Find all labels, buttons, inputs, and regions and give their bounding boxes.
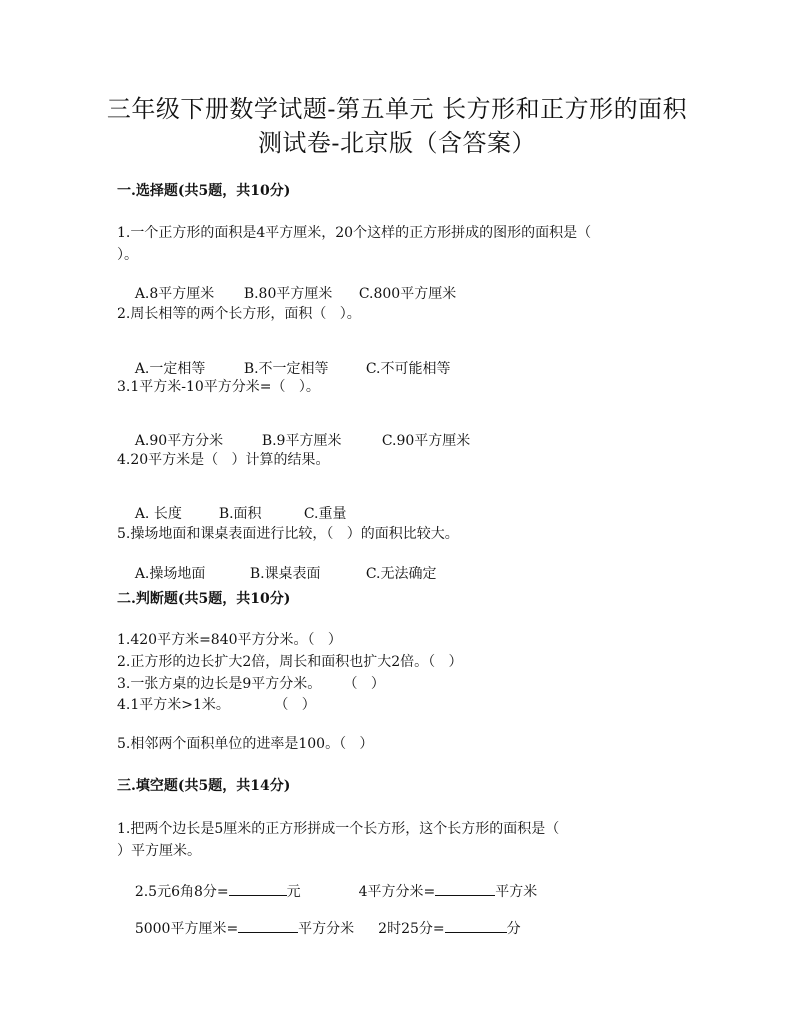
page-title-line2: 测试卷-北京版（含答案） (257, 129, 537, 157)
fill-q2-part1-prefix: 2.5元6角8分= (134, 884, 229, 900)
choice-q5-option-c: C.无法确定 (365, 566, 437, 582)
fill-q1-line1: 1.把两个边长是5厘米的正方形拼成一个长方形，这个长方形的面积是（ (117, 821, 560, 837)
judge-q2: 2.正方形的边长扩大2倍，周长和面积也扩大2倍。（ ） (117, 654, 463, 670)
choice-q3-option-a: A.90平方分米 (134, 433, 224, 449)
section-heading-fill: 三.填空题(共5题，共14分) (117, 778, 291, 794)
fill-q2-part2-prefix: 4平方分米= (358, 884, 436, 900)
fill-q2-row2 (117, 900, 521, 956)
choice-q1-option-b: B.80平方厘米 (243, 286, 333, 302)
fill-q2-part4-prefix: 2时25分= (378, 921, 445, 937)
fill-blank[interactable] (229, 881, 287, 896)
choice-q5-stem: 5.操场地面和课桌表面进行比较，（ ）的面积比较大。 (117, 526, 459, 542)
choice-q2-option-c: C.不可能相等 (365, 361, 451, 377)
choice-q5-option-a: A.操场地面 (134, 566, 206, 582)
fill-blank[interactable] (238, 918, 298, 933)
choice-q2-option-a: A.一定相等 (134, 361, 206, 377)
section-heading-choice: 一.选择题(共5题，共10分) (117, 183, 291, 199)
choice-q4-option-c: C.重量 (303, 506, 347, 522)
fill-q2-part4-suffix: 分 (506, 921, 521, 937)
fill-q2-part2-suffix: 平方米 (495, 884, 538, 900)
judge-q1: 1.420平方米=840平方分米。（ ） (117, 632, 342, 648)
judge-q5: 5.相邻两个面积单位的进率是100。（ ） (117, 736, 374, 752)
fill-q2-part3-suffix: 平方分米 (298, 921, 355, 937)
choice-q1-option-c: C.800平方厘米 (358, 286, 457, 302)
choice-q3-option-c: C.90平方厘米 (381, 433, 471, 449)
page-title-line1: 三年级下册数学试题-第五单元 长方形和正方形的面积 (106, 95, 688, 123)
choice-q4-stem: 4.20平方米是（ ）计算的结果。 (117, 452, 330, 468)
choice-q4-option-a: A. 长度 (134, 506, 182, 522)
choice-q1-option-a: A.8平方厘米 (134, 286, 215, 302)
choice-q5-option-b: B.课桌表面 (249, 566, 321, 582)
fill-blank[interactable] (435, 881, 495, 896)
choice-q2-option-b: B.不一定相等 (243, 361, 329, 377)
choice-q3-stem: 3.1平方米-10平方分米=（ ）。 (117, 379, 320, 395)
judge-q3: 3.一张方桌的边长是9平方分米。 （ ） (117, 676, 385, 692)
choice-q2-stem: 2.周长相等的两个长方形，面积（ ）。 (117, 306, 361, 322)
choice-q1-stem-line1: 1.一个正方形的面积是4平方厘米，20个这样的正方形拼成的图形的面积是（ (117, 225, 592, 241)
choice-q3-option-b: B.9平方厘米 (261, 433, 342, 449)
choice-q4-option-b: B.面积 (218, 506, 262, 522)
choice-q1-stem-line2: ）。 (117, 247, 138, 263)
judge-q4: 4.1平方米>1米。 （ ） (117, 697, 316, 713)
fill-q2-part1-suffix: 元 (286, 884, 301, 900)
fill-q1-line2: ）平方厘米。 (117, 843, 201, 859)
fill-q2-part3-prefix: 5000平方厘米= (134, 921, 239, 937)
fill-blank[interactable] (445, 918, 507, 933)
section-heading-judge: 二.判断题(共5题，共10分) (117, 591, 291, 607)
